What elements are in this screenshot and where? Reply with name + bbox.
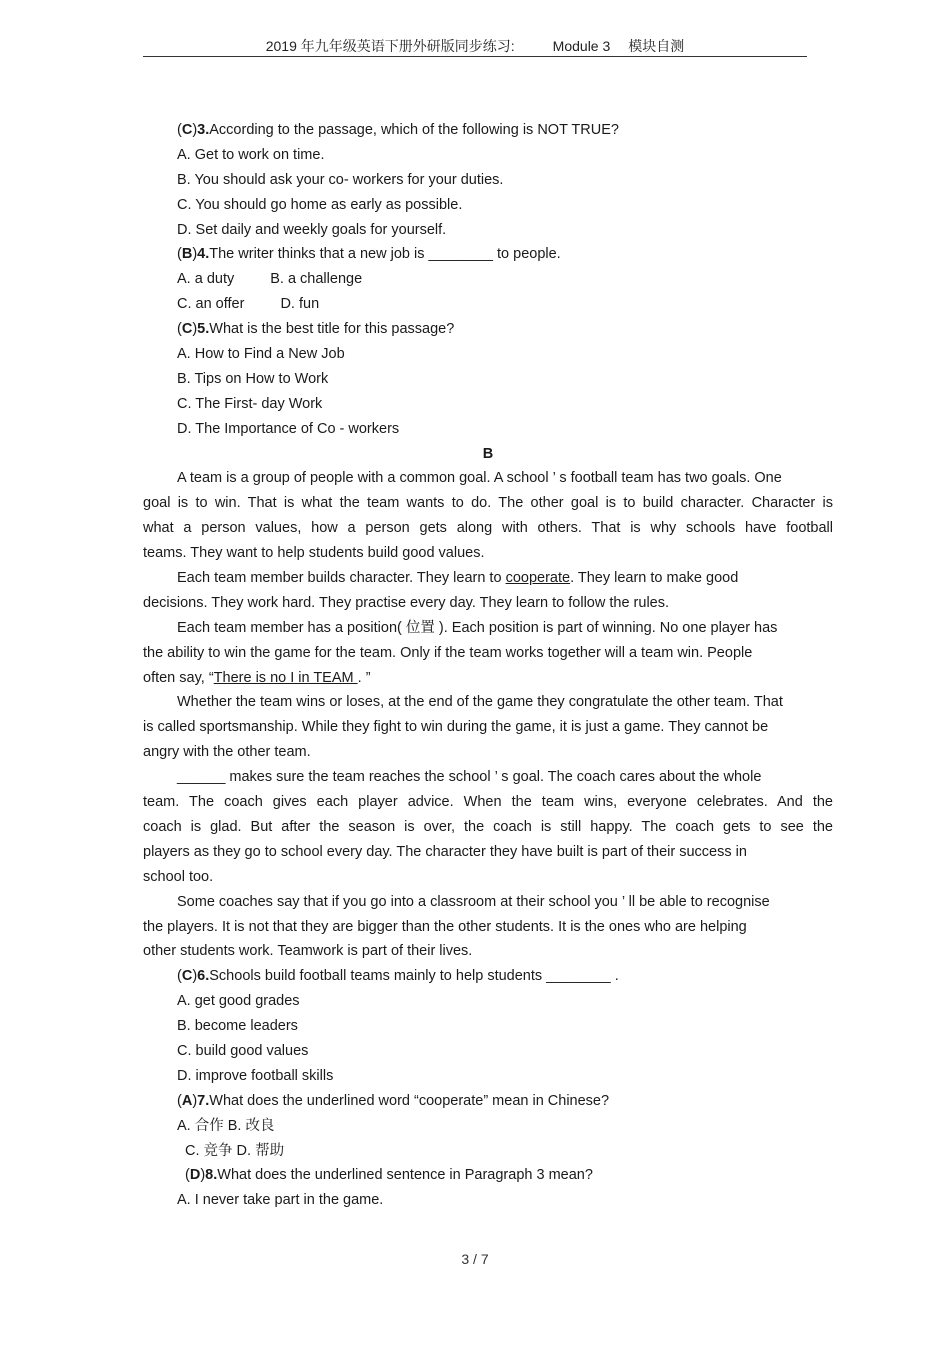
paragraph-line: the ability to win the game for the team. Only if the team works together will a team win. People [143, 644, 753, 661]
paragraph-line: Each team member has a position( 位置 ). Each position is part of winning. No one player has [177, 619, 778, 636]
paragraph-line: is called sportsmanship. While they fight to win during the game, it is just a game. They cannot be [143, 719, 769, 736]
header-module: Module 3 [552, 38, 611, 54]
question-6: (C)6.Schools build football teams mainly to help students ________ . [177, 968, 619, 985]
paragraph-line: team. The coach gives each player advice. When the team wins, everyone celebrates. And the [143, 794, 833, 811]
page-header [143, 36, 807, 57]
option: C. You should go home as early as possible. [177, 196, 463, 213]
paragraph-line: other students work. Teamwork is part of their lives. [143, 943, 473, 960]
option: B. a challenge [270, 271, 363, 288]
option: B. Tips on How to Work [177, 370, 329, 387]
paragraph-line: teams. They want to help students build good values. [143, 545, 485, 562]
answer: C [181, 321, 193, 338]
option: B. You should ask your co- workers for your duties. [177, 171, 504, 188]
page-number: 3 / 7 [461, 1251, 489, 1267]
options-row [143, 292, 833, 317]
header-title: 2019 年九年级英语下册外研版同步练习: [265, 38, 515, 54]
question-3: (C)3.According to the passage, which of the following is NOT TRUE? [177, 122, 619, 138]
option: D. Set daily and weekly goals for yourself. [177, 221, 447, 238]
paragraph-line: decisions. They work hard. They practise every day. They learn to follow the rules. [143, 594, 670, 611]
paragraph-line: angry with the other team. [143, 744, 311, 761]
question-5: (C)5.What is the best title for this passage? [177, 321, 455, 338]
paragraph-line: Some coaches say that if you go into a classroom at their school you ’ ll be able to recognise [177, 893, 770, 910]
option: A. How to Find a New Job [177, 346, 345, 363]
option: C. an offer [177, 296, 245, 313]
answer: C [181, 122, 193, 138]
paragraph-line: players as they go to school every day. The character they have built is part of their success in [143, 843, 747, 860]
option: D. fun [280, 296, 320, 313]
answer: D [189, 1167, 201, 1184]
page-content [143, 118, 833, 1213]
option: D. improve football skills [177, 1067, 334, 1084]
section-heading: B [482, 445, 494, 462]
option: A. get good grades [177, 993, 300, 1010]
option: C. The First- day Work [177, 395, 323, 412]
question-7: (A)7.What does the underlined word “cooperate” mean in Chinese? [177, 1092, 610, 1109]
options-row [143, 267, 833, 292]
paragraph-line: school too. [143, 868, 214, 885]
question-8: (D)8.What does the underlined sentence in Paragraph 3 mean? [185, 1167, 593, 1184]
options-row: C. 竞争 D. 帮助 [185, 1142, 285, 1159]
answer: A [181, 1092, 193, 1109]
option: A. a duty [177, 271, 235, 288]
answer: C [181, 968, 193, 985]
paragraph-line: A team is a group of people with a common goal. A school ’ s football team has two goals. One [177, 470, 782, 487]
option: D. The Importance of Co - workers [177, 420, 400, 437]
options-row: A. 合作 B. 改良 [177, 1117, 275, 1134]
paragraph-line: often say, “There is no I in TEAM . ” [143, 669, 371, 686]
option: C. build good values [177, 1042, 309, 1059]
paragraph-line: ______ makes sure the team reaches the school ’ s goal. The coach cares about the whole [177, 769, 762, 786]
paragraph-line: what a person values, how a person gets along with others. That is why schools have football [143, 520, 833, 537]
underlined-sentence: There is no I in TEAM [213, 669, 358, 686]
option: A. Get to work on time. [177, 146, 325, 163]
answer: B [181, 246, 193, 263]
paragraph-line: Whether the team wins or loses, at the end of the game they congratulate the other team. That [177, 694, 783, 711]
underlined-word: cooperate [505, 570, 571, 587]
paragraph-line: goal is to win. That is what the team wants to do. The other goal is to build character. Character is [143, 495, 833, 512]
paragraph-line: coach is glad. But after the season is over, the coach is still happy. The coach gets to see the [143, 818, 833, 835]
option: A. I never take part in the game. [177, 1192, 384, 1209]
option: B. become leaders [177, 1018, 298, 1035]
paragraph-line: Each team member builds character. They learn to cooperate. They learn to make good [177, 570, 739, 587]
paragraph-line: the players. It is not that they are bigger than the other students. It is the ones who are helping [143, 918, 747, 935]
question-4: (B)4.The writer thinks that a new job is ________ to people. [177, 246, 561, 263]
header-subtitle: 模块自测 [628, 38, 685, 54]
